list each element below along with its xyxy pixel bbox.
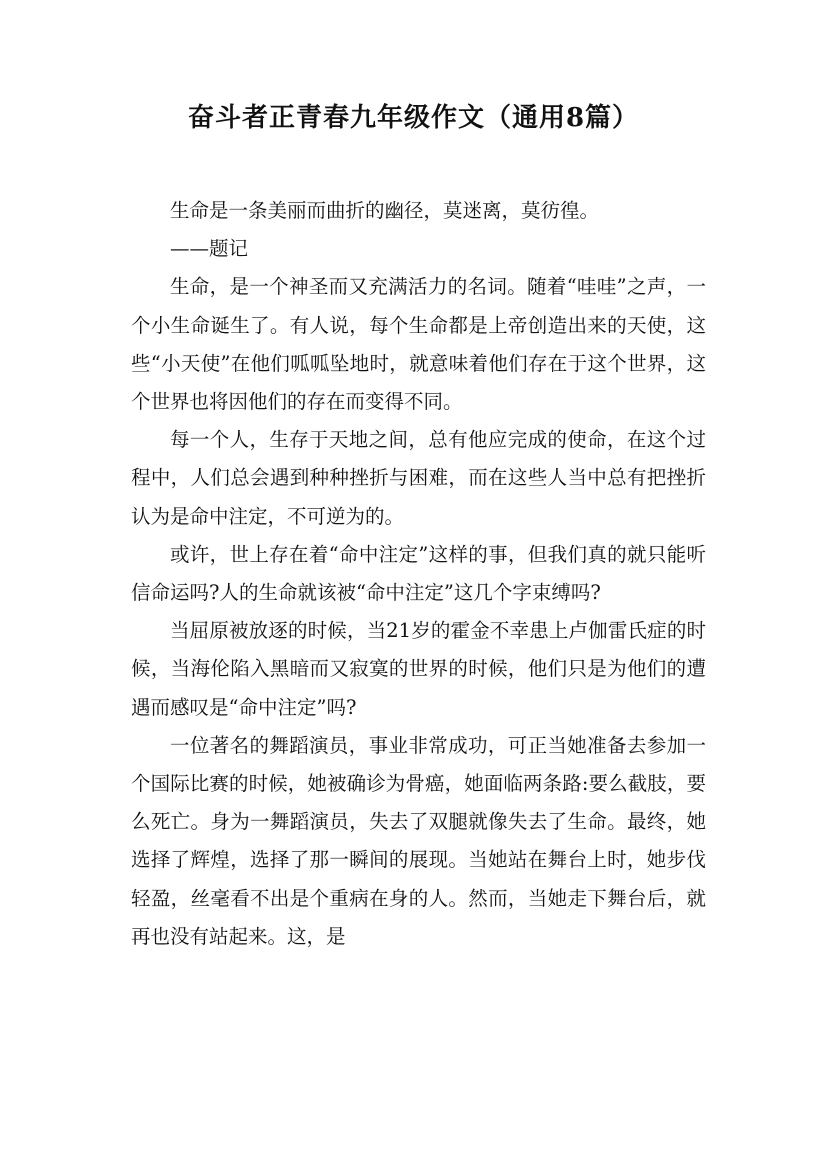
body-paragraph: 或许，世上存在着“命中注定”这样的事，但我们真的就只能听信命运吗?人的生命就该被“命中注定”这几个字束缚吗? [131, 542, 706, 605]
epigraph-paragraph: 生命是一条美丽而曲折的幽径，莫迷离，莫彷徨。 [170, 199, 600, 222]
epigraph-attribution: ——题记 [170, 237, 249, 261]
body-paragraph: 一位著名的舞蹈演员，事业非常成功，可正当她准备去参加一个国际比赛的时候，她被确诊为骨癌，她面临两条路:要么截肢，要么死亡。身为一舞蹈演员，失去了双腿就像失去了生命。最终，她选择了辉煌，选择了那一瞬间的展现。当她站在舞台上时，她步伐轻盈，丝毫看不出是个重病在身的人。然而，当她走下舞台后，就再也没有站起来。这，是 [131, 733, 706, 948]
document-body [131, 192, 706, 956]
body-paragraph: 生命，是一个神圣而又充满活力的名词。随着“哇哇”之声，一个小生命诞生了。有人说，每个生命都是上帝创造出来的天使，这些“小天使”在他们呱呱坠地时，就意味着他们存在于这个世界，这个世界也将因他们的存在而变得不同。 [131, 275, 706, 414]
body-paragraph: 每一个人，生存于天地之间，总有他应完成的使命，在这个过程中，人们总会遇到种种挫折与困难，而在这些人当中总有把挫折认为是命中注定，不可逆为的。 [131, 428, 706, 528]
body-paragraph: 当屈原被放逐的时候，当21岁的霍金不幸患上卢伽雷氏症的时候，当海伦陷入黑暗而又寂寞的世界的时候，他们只是为他们的遭遇而感叹是“命中注定”吗? [131, 619, 706, 719]
document-title: 奋斗者正青春九年级作文（通用8篇） [187, 103, 640, 133]
